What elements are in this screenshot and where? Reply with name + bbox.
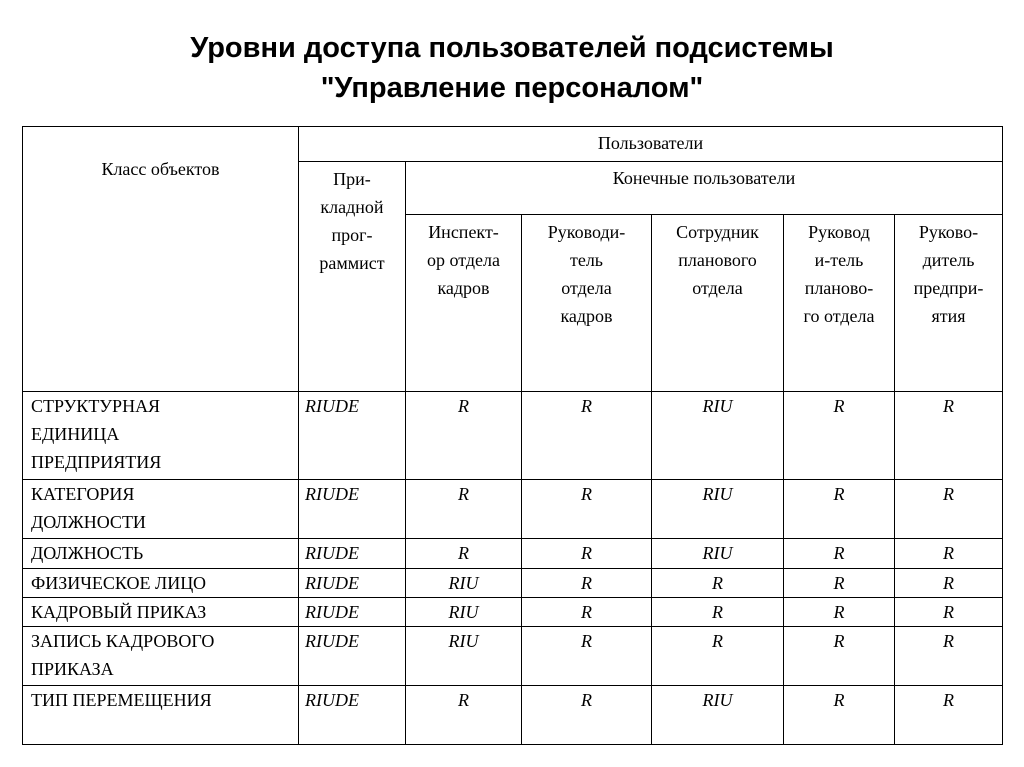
access-cell: R (406, 392, 522, 480)
object-class-cell: ЗАПИСЬ КАДРОВОГО ПРИКАЗА (23, 627, 299, 686)
access-cell: R (784, 686, 895, 745)
object-class-header: Класс объектов (23, 127, 299, 392)
users-header: Пользователи (299, 127, 1003, 162)
access-cell: R (522, 686, 652, 745)
access-cell: RIUDE (299, 539, 406, 569)
access-cell: R (652, 569, 784, 598)
access-cell: R (895, 686, 1003, 745)
access-cell: R (522, 392, 652, 480)
access-cell: RIU (652, 686, 784, 745)
access-cell: R (522, 480, 652, 539)
access-cell: RIU (406, 627, 522, 686)
access-cell: RIUDE (299, 598, 406, 627)
access-cell: R (522, 539, 652, 569)
object-class-cell: ДОЛЖНОСТЬ (23, 539, 299, 569)
access-cell: R (895, 569, 1003, 598)
column-header: Руковод и-тель планово- го отдела (784, 215, 895, 392)
table-row (23, 480, 1003, 539)
access-cell: R (895, 539, 1003, 569)
access-cell: RIU (652, 480, 784, 539)
object-class-cell: КАТЕГОРИЯ ДОЛЖНОСТИ (23, 480, 299, 539)
title-line-1: Уровни доступа пользователей подсистемы (190, 32, 834, 64)
access-cell: R (652, 627, 784, 686)
table-row (23, 539, 1003, 569)
access-cell: RIUDE (299, 392, 406, 480)
access-cell: R (895, 627, 1003, 686)
page-title (0, 28, 1024, 108)
access-levels-table (22, 126, 1003, 745)
object-class-cell: ФИЗИЧЕСКОЕ ЛИЦО (23, 569, 299, 598)
column-header: Руководи- тель отдела кадров (522, 215, 652, 392)
access-cell: R (406, 480, 522, 539)
object-class-cell: ТИП ПЕРЕМЕЩЕНИЯ (23, 686, 299, 745)
access-cell: R (784, 392, 895, 480)
access-cell: R (784, 569, 895, 598)
access-cell: RIUDE (299, 627, 406, 686)
end-users-header: Конечные пользователи (406, 162, 1003, 215)
table-row (23, 627, 1003, 686)
column-header: Руково- дитель предпри- ятия (895, 215, 1003, 392)
access-cell: R (895, 392, 1003, 480)
access-cell: R (406, 539, 522, 569)
object-class-cell: КАДРОВЫЙ ПРИКАЗ (23, 598, 299, 627)
table-row (23, 598, 1003, 627)
access-cell: R (522, 569, 652, 598)
access-cell: R (522, 627, 652, 686)
access-cell: R (406, 686, 522, 745)
column-header: Сотрудник планового отдела (652, 215, 784, 392)
access-cell: RIUDE (299, 569, 406, 598)
access-cell: R (895, 480, 1003, 539)
access-cell: RIUDE (299, 686, 406, 745)
table-row (23, 686, 1003, 745)
access-cell: RIU (652, 539, 784, 569)
access-cell: R (784, 539, 895, 569)
access-cell: RIU (406, 598, 522, 627)
access-cell: R (784, 627, 895, 686)
table-row (23, 569, 1003, 598)
table-row (23, 392, 1003, 480)
access-cell: R (652, 598, 784, 627)
access-cell: RIU (406, 569, 522, 598)
access-cell: R (784, 598, 895, 627)
access-cell: R (522, 598, 652, 627)
access-cell: R (784, 480, 895, 539)
column-header: Инспект- ор отдела кадров (406, 215, 522, 392)
title-line-2: "Управление персоналом" (320, 72, 704, 104)
access-cell: R (895, 598, 1003, 627)
object-class-cell: СТРУКТУРНАЯ ЕДИНИЦА ПРЕДПРИЯТИЯ (23, 392, 299, 480)
access-cell: RIUDE (299, 480, 406, 539)
access-cell: RIU (652, 392, 784, 480)
column-header: При- кладной прог- раммист (299, 162, 406, 392)
